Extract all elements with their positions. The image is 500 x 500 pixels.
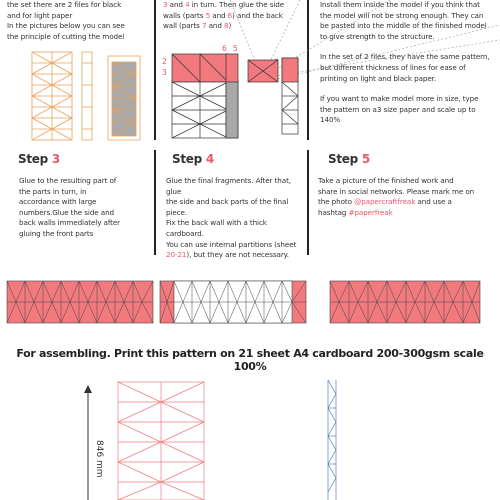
col2-text: 3 and 4 in turn. Then glue the side walls (parts 5 and 6) and the back wall (parts 7 and 8) [163,0,285,31]
step-4-text: Glue the final fragments. After that, glue the side and back parts of the final piece. Fix the back wall with a thick cardboard. You can use internal partitions (sheet 20-21), but they are not necessary. [166,176,297,260]
col1-text: the set there are 2 files for black and for light paper In the pictures below you can see the principle of cutting the model [7,0,125,41]
part-label-2: 2 [162,57,167,66]
dimension-label: 846 mm [94,440,104,478]
part-label-3: 3 [162,68,167,77]
part-label-6: 6 [222,44,227,53]
step-4-pattern [160,278,310,328]
orange-pattern-strips [32,52,182,142]
step-3-heading: Step 3 [18,152,60,166]
col3-text: Install them inside the model if you think that the model will not be strong enough. They can be pasted into the middle of the finished model to give strength to the structure. In the set of 2 files, they have the same pattern, but different thickness of lines for ease of printing on light and black paper. If you want to make model more in size, type the pattern on a3 size paper and scale up to 140% [320,0,490,125]
assembling-instruction: For assembling. Print this pattern on 21 sheet A4 cardboard 200-300gsm scale 100% [16,347,484,373]
column-divider-3 [154,150,156,255]
step-3-pattern [7,278,157,328]
full-size-pattern [118,382,208,500]
side-strip-pattern [322,380,352,500]
step-5-heading: Step 5 [328,152,370,166]
step-3-text: Glue to the resulting part of the parts in turn, in accordance with large numbers.Glue the side and back walls immediately after gluing the front parts [19,176,121,238]
dimension-arrow [82,385,94,500]
step-5-pattern [330,278,480,328]
step-4-heading: Step 4 [172,152,214,166]
step-5-text: Take a picture of the finished work and share in social networks. Please mark me on the photo @papercraftfreak and use a hashtag #paperfreak [318,176,475,217]
column-divider-4 [307,150,309,255]
model-assembly-illustration [168,48,308,143]
part-label-5: 5 [233,44,238,53]
